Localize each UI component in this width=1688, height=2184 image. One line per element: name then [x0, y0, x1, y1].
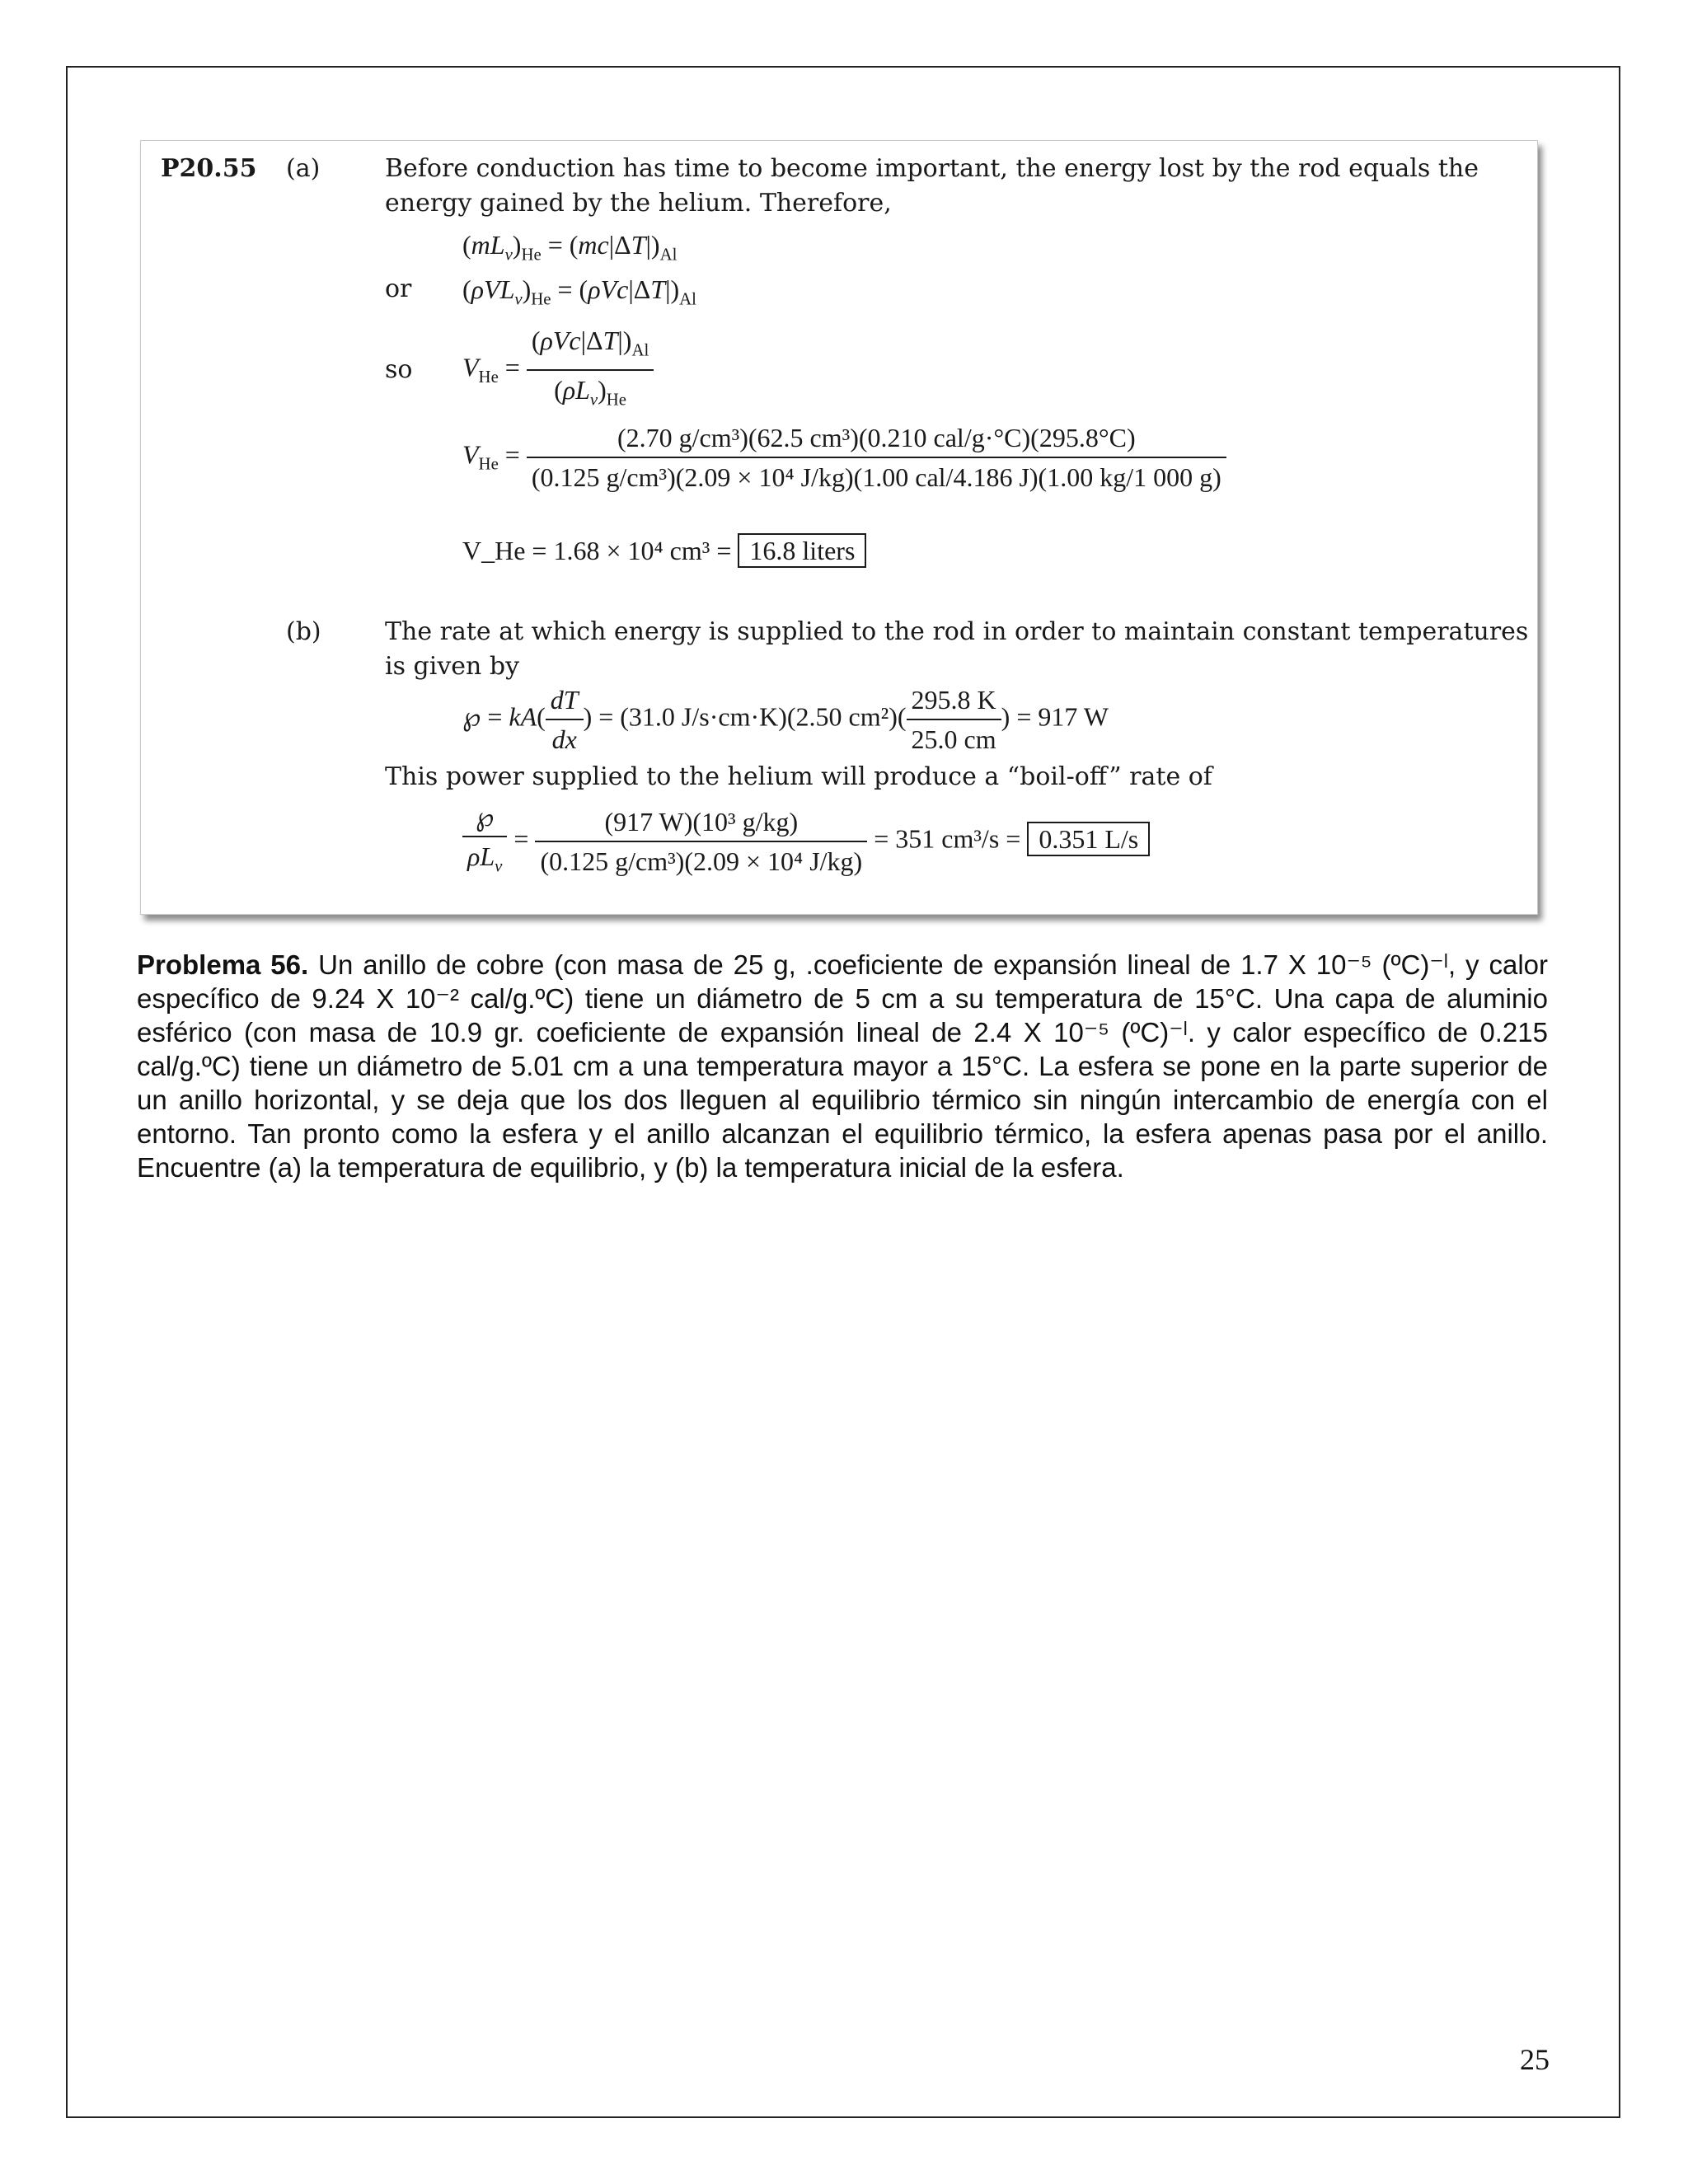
part-b-text-line3: This power supplied to the helium will produce a “boil-off” rate of	[385, 762, 1212, 791]
equation-energy-balance: $(mL_v)_{He} = (mc|\Delta T|)_{Al}$	[462, 230, 678, 265]
power-dt: 295.8 K	[907, 683, 1001, 720]
or-label: or	[385, 274, 412, 303]
part-a-text-line2: energy gained by the helium. Therefore,	[385, 189, 892, 218]
problem-56	[137, 948, 1548, 1184]
part-a-text-line1: Before conduction has time to become important, the energy lost by the rod equals the	[385, 154, 1479, 183]
volume-result-text: V_He = 1.68 × 10⁴ cm³ =	[462, 536, 732, 565]
equation-volume-helium: $V_{He}$ = $\frac{(\rho Vc|\Delta T|)_{Al}}{(\rho L_v)_{He}}$	[462, 324, 654, 417]
volume-numerator: (2.70 g/cm³)(62.5 cm³)(0.210 cal/g·°C)(295.8°C)	[527, 421, 1226, 458]
equation-volume-result	[462, 533, 866, 568]
page-number: 25	[1520, 2043, 1550, 2076]
equation-volume-numeric: $V_{He}$ = (2.70 g/cm³)(62.5 cm³)(0.210 cal/g·°C)(295.8°C) (0.125 g/cm³)(2.09 × 10⁴ J/kg)(1.00 cal/4.186 J)(1.00 kg/1 000 g)	[462, 421, 1226, 494]
so-label: so	[385, 355, 413, 384]
rate-denominator: (0.125 g/cm³)(2.09 × 10⁴ J/kg)	[540, 846, 863, 877]
part-b-text-line2: is given by	[385, 652, 520, 681]
equation-power: ℘ = kA( $\frac{dT}{dx}$ ) = (31.0 J/s·cm·K)(2.50 cm²)( $\frac{295.8 K}{25.0 cm}$ ) = 917 W	[462, 685, 1109, 754]
volume-denominator: (0.125 g/cm³)(2.09 × 10⁴ J/kg)(1.00 cal/4.186 J)(1.00 kg/1 000 g)	[531, 462, 1221, 492]
power-k: 31.0 J/s·cm·K	[628, 701, 779, 732]
part-b-text-line1: The rate at which energy is supplied to the rod in order to maintain constant temperatures	[385, 617, 1529, 646]
equation-boiloff-rate: $\frac{℘}{\rho L_v}$ = $\frac{\text{(917 W)(10³ g/kg)}}{\text{(0.125 g/cm³)(2.09 × 10⁴ J/kg)}}$ = 351 cm³/s = 0.351 L/s	[462, 800, 1150, 883]
power-result: 917 W	[1038, 701, 1109, 732]
problem-text: Un anillo de cobre (con masa de 25 g, .coeficiente de expansión lineal de 1.7 X 10⁻⁵ (ºC)⁻ˡ, y calor específico de 9.24 X 10⁻² cal/g.ºC) tiene un diámetro de 5 cm a su temperatura de 15°C. Una capa de aluminio esférico (con masa de 10.9 gr. coeficiente de expansión lineal de 2.4 X 10⁻⁵ (ºC)⁻ˡ. y calor específico de 0.215 cal/g.ºC) tiene un diámetro de 5.01 cm a una temperatura mayor a 15°C. La esfera se pone en la parte superior de un anillo horizontal, y se deja que los dos lleguen al equilibrio térmico sin ningún intercambio de energía con el entorno. Tan pronto como la esfera y el anillo alcanzan el equilibrio térmico, la esfera apenas pasa por el anillo. Encuentre (a) la temperatura de equilibrio, y (b) la temperatura inicial de la esfera.	[137, 949, 1548, 1183]
solution-panel	[140, 140, 1538, 915]
solution-id: P20.55	[161, 154, 257, 183]
part-b-label: (b)	[286, 617, 321, 646]
power-dx: 25.0 cm	[911, 724, 996, 754]
part-a-label: (a)	[286, 154, 321, 183]
answer-box-b: 0.351 L/s	[1027, 822, 1150, 856]
rate-numerator: (917 W)(10³ g/kg)	[535, 805, 867, 842]
power-area: 2.50 cm²	[795, 701, 889, 732]
problem-title: Problema 56.	[137, 949, 309, 980]
answer-box-a: 16.8 liters	[738, 533, 866, 568]
rate-result: 351 cm³/s =	[895, 823, 1021, 854]
equation-density-form: $(\rho VL_v)_{He} = (\rho Vc|\Delta T|)_{Al}$	[462, 274, 696, 309]
